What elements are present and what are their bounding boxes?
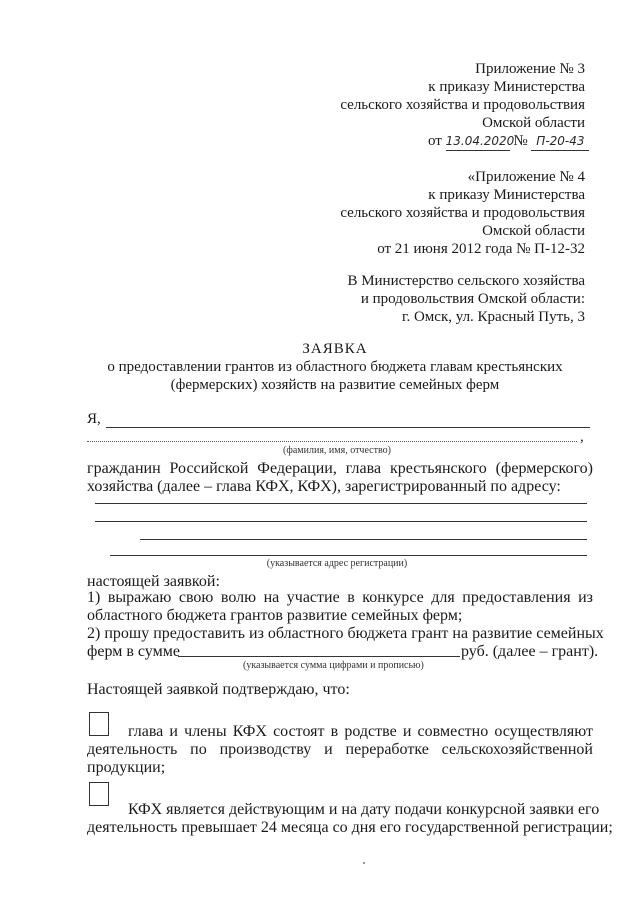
document-title: ЗАЯВКА	[302, 341, 368, 357]
document-subtitle-1: о предоставлении грантов из областного бюджета главам крестьянских	[107, 359, 563, 375]
sum-caption: (указывается сумма цифрами и прописью)	[243, 660, 424, 671]
appendix3-title: Приложение № 3	[475, 61, 585, 77]
address-field-line-4[interactable]	[110, 555, 587, 556]
handwritten-number: П-20-43	[531, 132, 589, 151]
name-comma: ,	[580, 429, 584, 445]
item1-line-2: областного бюджета грантов развитие семейных ферм;	[87, 607, 463, 624]
appendix4-line3: Омской области	[482, 223, 585, 239]
addressee-line1: В Министерство сельского хозяйства	[347, 273, 585, 289]
appendix4-line1: к приказу Министерства	[428, 187, 585, 203]
name-field-line[interactable]	[106, 427, 590, 428]
item2-suffix: руб. (далее – грант).	[461, 643, 599, 660]
appendix3-date-line	[428, 132, 589, 151]
confirm-text: Настоящей заявкой подтверждаю, что:	[87, 681, 350, 698]
appendix4-title: «Приложение № 4	[467, 169, 585, 185]
document-subtitle-2: (фермерских) хозяйств на развитие семейных ферм	[170, 377, 500, 393]
appendix4-line4: от 21 июня 2012 года № П-12-32	[377, 241, 585, 257]
scan-dot	[363, 862, 365, 864]
active-kfh-checkbox[interactable]	[89, 782, 109, 806]
appendix3-line2: сельского хозяйства и продовольствия	[340, 97, 585, 113]
addressee-line3: г. Омск, ул. Красный Путь, 3	[402, 309, 585, 325]
check1-line-3: продукции;	[87, 759, 166, 776]
appendix4-line2: сельского хозяйства и продовольствия	[340, 205, 585, 221]
addressee-line2: и продовольствия Омской области:	[360, 291, 585, 307]
i-label: Я,	[87, 411, 101, 427]
item2-line-1: 2) прошу предоставить из областного бюджета грант на развитие семейных	[87, 625, 604, 642]
name-field-line-2[interactable]	[87, 441, 577, 442]
item1-line-1: 1) выражаю свою волю на участие в конкурсе для предоставления из	[87, 589, 593, 606]
address-field-line-2[interactable]	[95, 521, 587, 522]
check1-line-2: деятельность по производству и переработке сельскохозяйственной	[87, 741, 593, 758]
relatives-checkbox[interactable]	[89, 712, 109, 736]
citizen-line-2: хозяйства (далее – глава КФХ, КФХ), зарегистрированный по адресу:	[87, 478, 561, 495]
check2-line-2: деятельность превышает 24 месяца со дня его государственной регистрации;	[87, 819, 613, 836]
name-caption: (фамилия, имя, отчество)	[283, 445, 391, 456]
appendix3-line1: к приказу Министерства	[428, 79, 585, 95]
address-field-line-3[interactable]	[140, 539, 587, 540]
number-sign: №	[513, 133, 528, 149]
appendix3-line3: Омской области	[482, 115, 585, 131]
handwritten-date: 13.04.2020	[446, 132, 510, 151]
citizen-line-1: гражданин Российской Федерации, глава крестьянского (фермерского)	[87, 460, 593, 477]
sum-field-line[interactable]	[178, 656, 460, 657]
intro-text: настоящей заявкой:	[87, 573, 220, 590]
check2-line-1: КФХ является действующим и на дату подачи конкурсной заявки его	[128, 801, 600, 818]
check1-line-1: глава и члены КФХ состоят в родстве и совместно осуществляют	[128, 723, 593, 740]
item2-prefix: ферм в сумме	[87, 643, 180, 660]
address-field-line-1[interactable]	[95, 503, 587, 504]
date-prefix: от	[428, 133, 442, 149]
address-caption: (указывается адрес регистрации)	[266, 558, 408, 569]
